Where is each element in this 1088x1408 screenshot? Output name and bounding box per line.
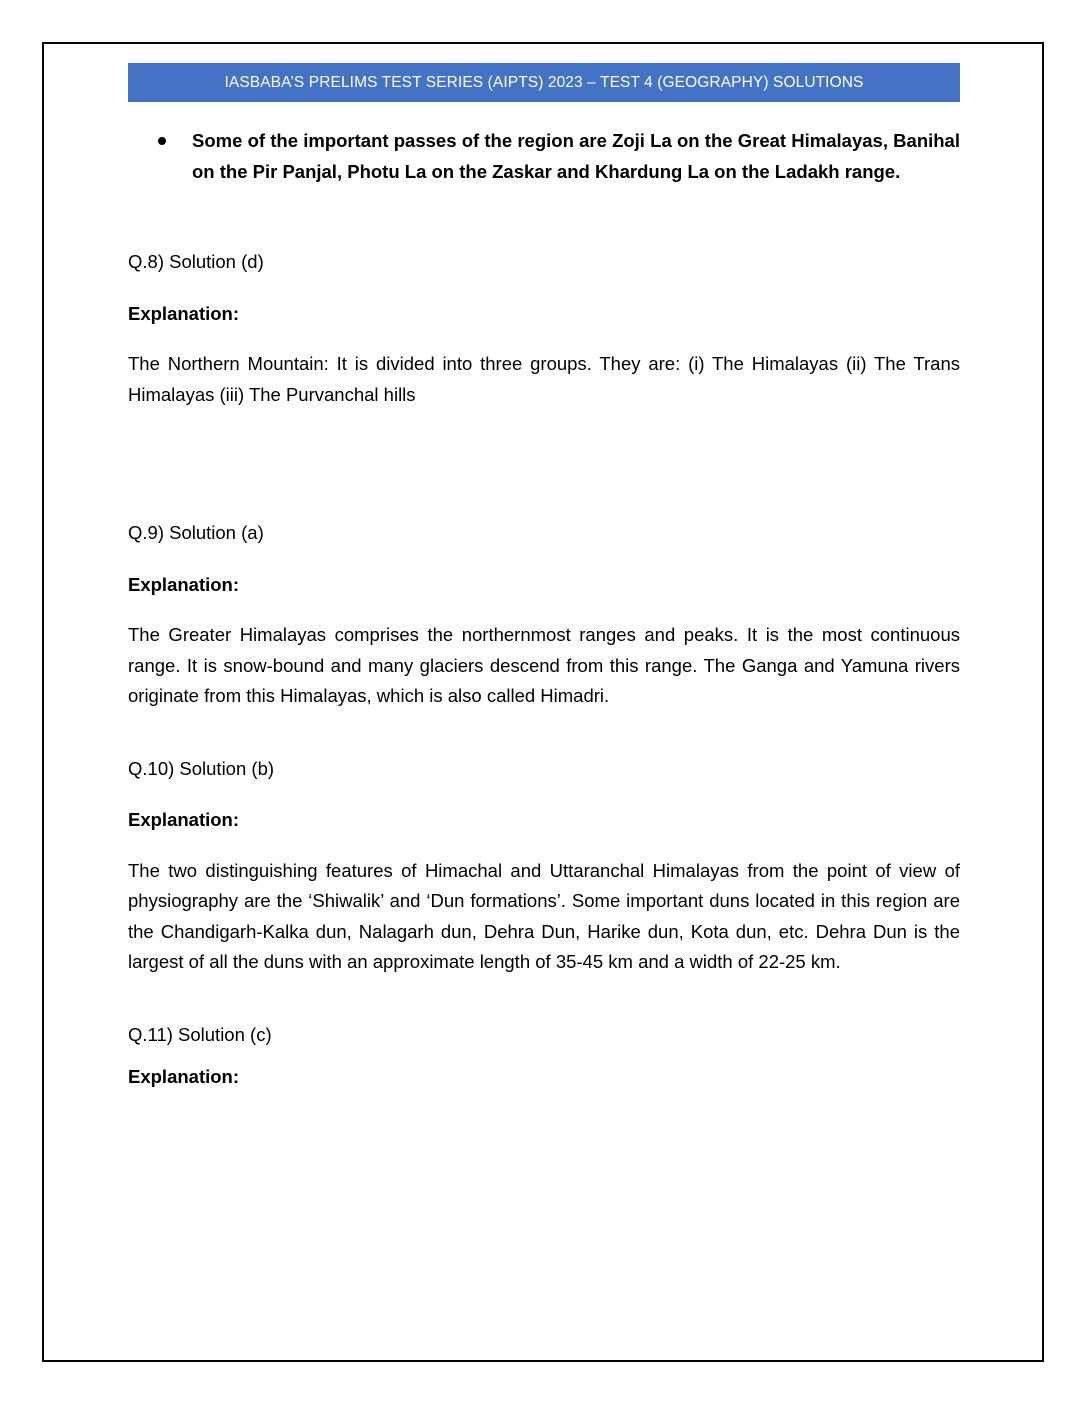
question-9-title: Q.9) Solution (a) bbox=[128, 522, 264, 543]
question-10-title: Q.10) Solution (b) bbox=[128, 757, 275, 779]
document-body bbox=[128, 126, 960, 1093]
question-8-title: Q.8) Solution (d) bbox=[128, 251, 264, 272]
question-9-text: The Greater Himalayas comprises the northernmost ranges and peaks. It is the most continuous range. It is snow-bound and many glaciers descend from this range. The Ganga and Yamuna rivers originate from this Himalayas, which is also called Himadri. bbox=[128, 624, 960, 706]
question-8-text: The Northern Mountain: It is divided into three groups. They are: (i) The Himalayas (ii) The Trans Himalayas (iii) The Purvanchal hills bbox=[128, 353, 960, 405]
question-8-explanation-label: Explanation: bbox=[128, 302, 240, 324]
bullet-dot-icon bbox=[158, 137, 166, 145]
bullet-list bbox=[128, 126, 960, 187]
header-title: IASBABA’S PRELIMS TEST SERIES (AIPTS) 2023 – TEST 4 (GEOGRAPHY) SOLUTIONS bbox=[224, 74, 864, 91]
page-header bbox=[128, 63, 960, 102]
bullet-item bbox=[128, 126, 960, 187]
question-11-explanation-label: Explanation: bbox=[128, 1066, 240, 1087]
question-11-title: Q.11) Solution (c) bbox=[128, 1023, 272, 1045]
question-10-explanation-label: Explanation: bbox=[128, 809, 240, 830]
question-9-explanation-label: Explanation: bbox=[128, 573, 240, 595]
bullet-text: Some of the important passes of the region are Zoji La on the Great Himalayas, Banihal on the Pir Panjal, Photu La on the Zaskar and Khardung La on the Ladakh range. bbox=[192, 130, 960, 182]
question-10-text: The two distinguishing features of Himachal and Uttaranchal Himalayas from the point of view of physiography are the ‘Shiwalik’ and ‘Dun formations’. Some important duns located in this region are the Chandigarh-Kalka dun, Nalagarh dun, Dehra Dun, Harike dun, Kota dun, etc. Dehra Dun is the largest of all the duns with an approximate length of 35-45 km and a width of 22-25 km. bbox=[128, 859, 960, 972]
